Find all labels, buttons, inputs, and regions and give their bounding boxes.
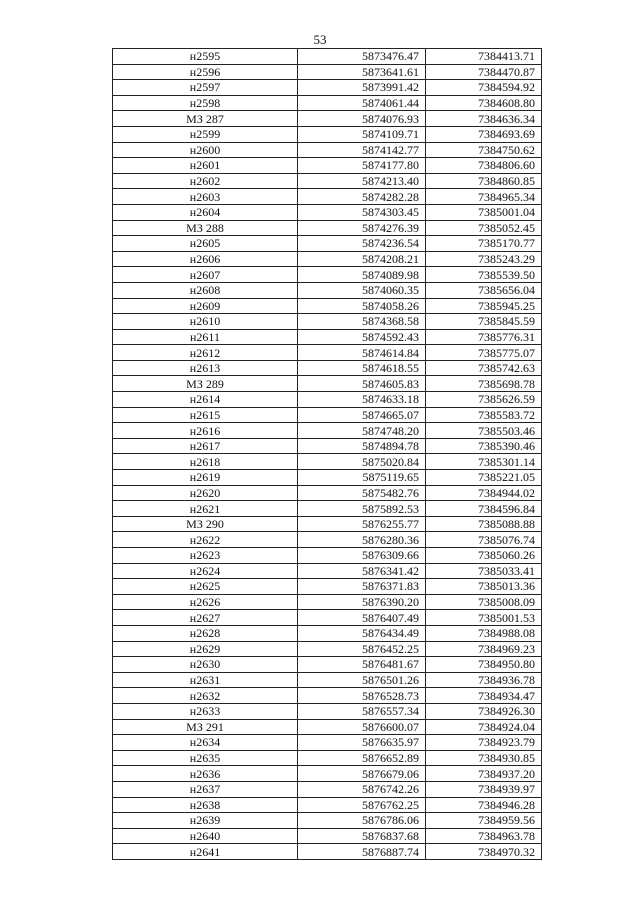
x-coordinate-cell: 5876557.34 <box>298 703 426 719</box>
y-coordinate-cell: 7385001.53 <box>426 610 542 626</box>
table-row <box>113 438 542 454</box>
y-coordinate-cell: 7384750.62 <box>426 142 542 158</box>
y-coordinate-cell: 7384924.04 <box>426 719 542 735</box>
table-row <box>113 485 542 501</box>
table-row <box>113 594 542 610</box>
table-row <box>113 844 542 860</box>
table-row <box>113 516 542 532</box>
point-id-cell: н2598 <box>113 95 298 111</box>
y-coordinate-cell: 7384963.78 <box>426 828 542 844</box>
table-row <box>113 220 542 236</box>
page-number: 53 <box>313 32 327 47</box>
point-id-cell: н2601 <box>113 158 298 174</box>
point-id-cell: н2600 <box>113 142 298 158</box>
point-id-cell: н2604 <box>113 204 298 220</box>
table-row <box>113 828 542 844</box>
y-coordinate-cell: 7385013.36 <box>426 579 542 595</box>
point-id-cell: н2607 <box>113 267 298 283</box>
point-id-cell: н2632 <box>113 688 298 704</box>
x-coordinate-cell: 5874748.20 <box>298 423 426 439</box>
y-coordinate-cell: 7385052.45 <box>426 220 542 236</box>
y-coordinate-cell: 7385008.09 <box>426 594 542 610</box>
point-id-cell: н2615 <box>113 407 298 423</box>
x-coordinate-cell: 5875892.53 <box>298 501 426 517</box>
table-row <box>113 251 542 267</box>
point-id-cell: н2639 <box>113 813 298 829</box>
point-id-cell: н2595 <box>113 49 298 65</box>
x-coordinate-cell: 5873641.61 <box>298 64 426 80</box>
y-coordinate-cell: 7384594.92 <box>426 80 542 96</box>
table-row <box>113 625 542 641</box>
y-coordinate-cell: 7385221.05 <box>426 470 542 486</box>
table-row <box>113 329 542 345</box>
point-id-cell: н2628 <box>113 625 298 641</box>
point-id-cell: н2629 <box>113 641 298 657</box>
table-row <box>113 501 542 517</box>
x-coordinate-cell: 5874368.58 <box>298 314 426 330</box>
x-coordinate-cell: 5874208.21 <box>298 251 426 267</box>
table-row <box>113 345 542 361</box>
table-row <box>113 158 542 174</box>
point-id-cell: н2619 <box>113 470 298 486</box>
x-coordinate-cell: 5874177.80 <box>298 158 426 174</box>
point-id-cell: н2622 <box>113 532 298 548</box>
point-id-cell: н2613 <box>113 360 298 376</box>
table-row <box>113 563 542 579</box>
y-coordinate-cell: 7384693.69 <box>426 126 542 142</box>
x-coordinate-cell: 5876309.66 <box>298 548 426 564</box>
y-coordinate-cell: 7385626.59 <box>426 392 542 408</box>
table-row <box>113 49 542 65</box>
y-coordinate-cell: 7384939.97 <box>426 781 542 797</box>
y-coordinate-cell: 7384930.85 <box>426 750 542 766</box>
x-coordinate-cell: 5876407.49 <box>298 610 426 626</box>
x-coordinate-cell: 5875482.76 <box>298 485 426 501</box>
y-coordinate-cell: 7384636.34 <box>426 111 542 127</box>
coordinates-table <box>112 48 542 860</box>
x-coordinate-cell: 5873476.47 <box>298 49 426 65</box>
y-coordinate-cell: 7384934.47 <box>426 688 542 704</box>
x-coordinate-cell: 5875020.84 <box>298 454 426 470</box>
y-coordinate-cell: 7385033.41 <box>426 563 542 579</box>
point-id-cell: н2630 <box>113 657 298 673</box>
x-coordinate-cell: 5874089.98 <box>298 267 426 283</box>
table-row <box>113 95 542 111</box>
y-coordinate-cell: 7385170.77 <box>426 236 542 252</box>
x-coordinate-cell: 5876635.97 <box>298 735 426 751</box>
x-coordinate-cell: 5874061.44 <box>298 95 426 111</box>
x-coordinate-cell: 5876452.25 <box>298 641 426 657</box>
table-row <box>113 672 542 688</box>
point-id-cell: н2626 <box>113 594 298 610</box>
y-coordinate-cell: 7384988.08 <box>426 625 542 641</box>
table-row <box>113 657 542 673</box>
table-row <box>113 189 542 205</box>
y-coordinate-cell: 7384965.34 <box>426 189 542 205</box>
point-id-cell: н2636 <box>113 766 298 782</box>
point-id-cell: н2638 <box>113 797 298 813</box>
y-coordinate-cell: 7384860.85 <box>426 173 542 189</box>
point-id-cell: н2623 <box>113 548 298 564</box>
point-id-cell: н2635 <box>113 750 298 766</box>
x-coordinate-cell: 5874282.28 <box>298 189 426 205</box>
x-coordinate-cell: 5874276.39 <box>298 220 426 236</box>
point-id-cell: н2603 <box>113 189 298 205</box>
x-coordinate-cell: 5876762.25 <box>298 797 426 813</box>
y-coordinate-cell: 7384950.80 <box>426 657 542 673</box>
x-coordinate-cell: 5876742.26 <box>298 781 426 797</box>
table-row <box>113 703 542 719</box>
y-coordinate-cell: 7385539.50 <box>426 267 542 283</box>
table-row <box>113 314 542 330</box>
x-coordinate-cell: 5876341.42 <box>298 563 426 579</box>
x-coordinate-cell: 5874060.35 <box>298 282 426 298</box>
point-id-cell: н2637 <box>113 781 298 797</box>
table-row <box>113 470 542 486</box>
table-row <box>113 360 542 376</box>
point-id-cell: н2631 <box>113 672 298 688</box>
table-row <box>113 236 542 252</box>
y-coordinate-cell: 7385845.59 <box>426 314 542 330</box>
y-coordinate-cell: 7385076.74 <box>426 532 542 548</box>
table-row <box>113 142 542 158</box>
y-coordinate-cell: 7385060.26 <box>426 548 542 564</box>
point-id-cell: н2617 <box>113 438 298 454</box>
point-id-cell: н2614 <box>113 392 298 408</box>
x-coordinate-cell: 5876371.83 <box>298 579 426 595</box>
table-row <box>113 735 542 751</box>
y-coordinate-cell: 7384970.32 <box>426 844 542 860</box>
point-id-cell: н2605 <box>113 236 298 252</box>
x-coordinate-cell: 5874058.26 <box>298 298 426 314</box>
point-id-cell: МЗ 287 <box>113 111 298 127</box>
table-row <box>113 641 542 657</box>
point-id-cell: н2608 <box>113 282 298 298</box>
table-row <box>113 126 542 142</box>
point-id-cell: н2640 <box>113 828 298 844</box>
x-coordinate-cell: 5876434.49 <box>298 625 426 641</box>
table-row <box>113 813 542 829</box>
table-row <box>113 282 542 298</box>
y-coordinate-cell: 7384937.20 <box>426 766 542 782</box>
x-coordinate-cell: 5876786.06 <box>298 813 426 829</box>
x-coordinate-cell: 5876528.73 <box>298 688 426 704</box>
point-id-cell: МЗ 288 <box>113 220 298 236</box>
table-row <box>113 797 542 813</box>
point-id-cell: н2621 <box>113 501 298 517</box>
table-row <box>113 111 542 127</box>
point-id-cell: н2602 <box>113 173 298 189</box>
table-row <box>113 376 542 392</box>
y-coordinate-cell: 7385390.46 <box>426 438 542 454</box>
y-coordinate-cell: 7385088.88 <box>426 516 542 532</box>
table-row <box>113 204 542 220</box>
table-row <box>113 688 542 704</box>
point-id-cell: МЗ 290 <box>113 516 298 532</box>
y-coordinate-cell: 7385656.04 <box>426 282 542 298</box>
x-coordinate-cell: 5873991.42 <box>298 80 426 96</box>
y-coordinate-cell: 7384470.87 <box>426 64 542 80</box>
point-id-cell: н2624 <box>113 563 298 579</box>
y-coordinate-cell: 7385243.29 <box>426 251 542 267</box>
y-coordinate-cell: 7384944.02 <box>426 485 542 501</box>
x-coordinate-cell: 5876600.07 <box>298 719 426 735</box>
table-row <box>113 781 542 797</box>
x-coordinate-cell: 5874614.84 <box>298 345 426 361</box>
point-id-cell: МЗ 289 <box>113 376 298 392</box>
point-id-cell: н2627 <box>113 610 298 626</box>
table-row <box>113 298 542 314</box>
table-row <box>113 610 542 626</box>
point-id-cell: МЗ 291 <box>113 719 298 735</box>
table-row <box>113 267 542 283</box>
point-id-cell: н2618 <box>113 454 298 470</box>
x-coordinate-cell: 5874592.43 <box>298 329 426 345</box>
x-coordinate-cell: 5874076.93 <box>298 111 426 127</box>
x-coordinate-cell: 5876887.74 <box>298 844 426 860</box>
table-row <box>113 750 542 766</box>
x-coordinate-cell: 5876280.36 <box>298 532 426 548</box>
y-coordinate-cell: 7384946.28 <box>426 797 542 813</box>
x-coordinate-cell: 5874633.18 <box>298 392 426 408</box>
y-coordinate-cell: 7385775.07 <box>426 345 542 361</box>
y-coordinate-cell: 7384608.80 <box>426 95 542 111</box>
x-coordinate-cell: 5874894.78 <box>298 438 426 454</box>
y-coordinate-cell: 7384926.30 <box>426 703 542 719</box>
x-coordinate-cell: 5876679.06 <box>298 766 426 782</box>
x-coordinate-cell: 5874142.77 <box>298 142 426 158</box>
point-id-cell: н2634 <box>113 735 298 751</box>
table-row <box>113 766 542 782</box>
y-coordinate-cell: 7385583.72 <box>426 407 542 423</box>
point-id-cell: н2597 <box>113 80 298 96</box>
point-id-cell: н2610 <box>113 314 298 330</box>
x-coordinate-cell: 5876652.89 <box>298 750 426 766</box>
table-row <box>113 173 542 189</box>
y-coordinate-cell: 7384923.79 <box>426 735 542 751</box>
table-row <box>113 392 542 408</box>
point-id-cell: н2596 <box>113 64 298 80</box>
x-coordinate-cell: 5875119.65 <box>298 470 426 486</box>
x-coordinate-cell: 5876390.20 <box>298 594 426 610</box>
point-id-cell: н2612 <box>113 345 298 361</box>
table-row <box>113 579 542 595</box>
y-coordinate-cell: 7385945.25 <box>426 298 542 314</box>
table-row <box>113 454 542 470</box>
y-coordinate-cell: 7385301.14 <box>426 454 542 470</box>
y-coordinate-cell: 7384596.84 <box>426 501 542 517</box>
table-row <box>113 64 542 80</box>
x-coordinate-cell: 5874236.54 <box>298 236 426 252</box>
point-id-cell: н2616 <box>113 423 298 439</box>
table-row <box>113 532 542 548</box>
point-id-cell: н2633 <box>113 703 298 719</box>
x-coordinate-cell: 5874213.40 <box>298 173 426 189</box>
y-coordinate-cell: 7385776.31 <box>426 329 542 345</box>
table-row <box>113 407 542 423</box>
point-id-cell: н2609 <box>113 298 298 314</box>
point-id-cell: н2611 <box>113 329 298 345</box>
y-coordinate-cell: 7384936.78 <box>426 672 542 688</box>
coordinates-table-body <box>113 49 542 860</box>
y-coordinate-cell: 7384413.71 <box>426 49 542 65</box>
y-coordinate-cell: 7385001.04 <box>426 204 542 220</box>
table-row <box>113 719 542 735</box>
y-coordinate-cell: 7384969.23 <box>426 641 542 657</box>
x-coordinate-cell: 5876255.77 <box>298 516 426 532</box>
table-row <box>113 423 542 439</box>
x-coordinate-cell: 5874109.71 <box>298 126 426 142</box>
y-coordinate-cell: 7384959.56 <box>426 813 542 829</box>
x-coordinate-cell: 5876837.68 <box>298 828 426 844</box>
x-coordinate-cell: 5874303.45 <box>298 204 426 220</box>
x-coordinate-cell: 5874618.55 <box>298 360 426 376</box>
table-row <box>113 80 542 96</box>
point-id-cell: н2641 <box>113 844 298 860</box>
x-coordinate-cell: 5876481.67 <box>298 657 426 673</box>
y-coordinate-cell: 7385742.63 <box>426 360 542 376</box>
point-id-cell: н2620 <box>113 485 298 501</box>
point-id-cell: н2599 <box>113 126 298 142</box>
y-coordinate-cell: 7384806.60 <box>426 158 542 174</box>
y-coordinate-cell: 7385503.46 <box>426 423 542 439</box>
point-id-cell: н2606 <box>113 251 298 267</box>
x-coordinate-cell: 5874605.83 <box>298 376 426 392</box>
point-id-cell: н2625 <box>113 579 298 595</box>
table-row <box>113 548 542 564</box>
y-coordinate-cell: 7385698.78 <box>426 376 542 392</box>
x-coordinate-cell: 5874665.07 <box>298 407 426 423</box>
x-coordinate-cell: 5876501.26 <box>298 672 426 688</box>
